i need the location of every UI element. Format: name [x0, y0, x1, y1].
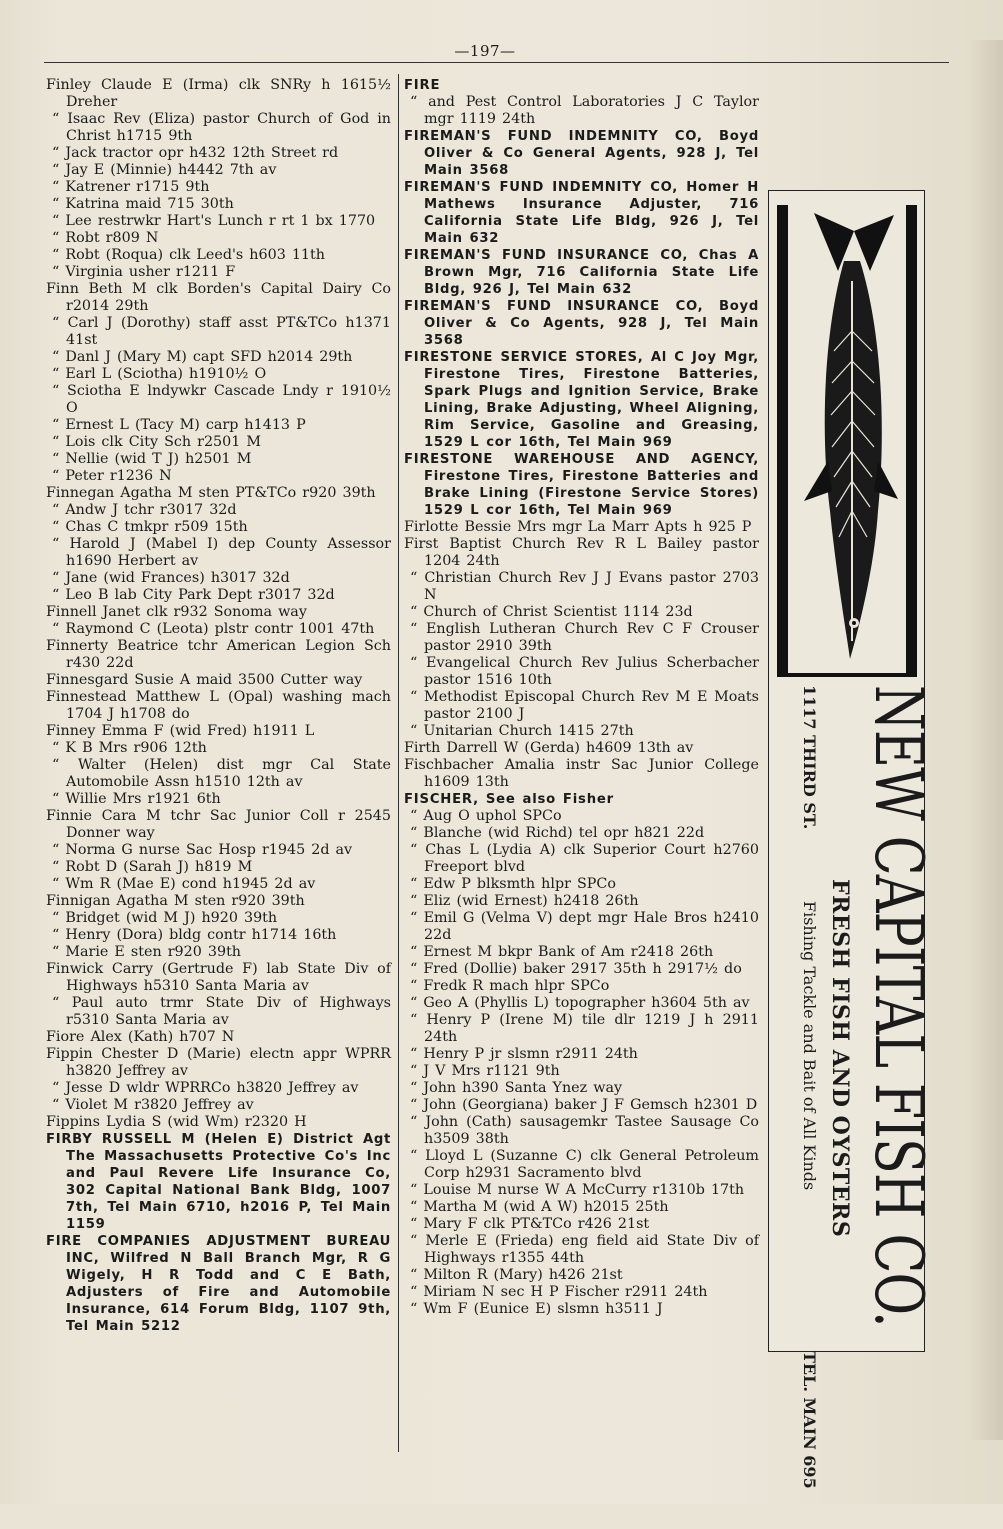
- directory-entry: “ Walter (Helen) dist mgr Cal State Automobile Assn h1510 12th av: [52, 757, 391, 790]
- directory-entry: “ Evangelical Church Rev Julius Scherbacher pastor 1516 10th: [410, 655, 759, 688]
- directory-entry: “ John (Georgiana) baker J F Gemsch h2301 D: [410, 1097, 758, 1113]
- directory-entry: “ Aug O uphol SPCo: [410, 808, 562, 824]
- directory-entry: “ Robt D (Sarah J) h819 M: [52, 859, 253, 875]
- directory-entry: “ Merle E (Frieda) eng field aid State Div of Highways r1355 44th: [410, 1233, 759, 1266]
- directory-entry: “ Katrina maid 715 30th: [52, 196, 234, 212]
- directory-entry: Finley Claude E (Irma) clk SNRy h 1615½ Dreher: [46, 77, 391, 110]
- directory-entry: “ Louise M nurse W A McCurry r1310b 17th: [410, 1182, 745, 1198]
- directory-entry: FIRBY RUSSELL M (Helen E) District Agt The Massachusetts Protective Co's Inc and Paul Revere Life Insurance Co, 302 Capital National Bank Bldg, 1007 7th, Tel Main 6710, h2016 P, Tel Main 1159: [46, 1132, 391, 1232]
- directory-entry: “ Lois clk City Sch r2501 M: [52, 434, 262, 450]
- directory-entry: Finney Emma F (wid Fred) h1911 L: [46, 723, 315, 739]
- directory-entry: “ Lee restrwkr Hart's Lunch r rt 1 bx 1770: [52, 213, 376, 229]
- directory-entry: “ Violet M r3820 Jeffrey av: [52, 1097, 254, 1113]
- directory-entry: “ Harold J (Mabel I) dep County Assessor h1690 Herbert av: [52, 536, 391, 569]
- directory-entry: “ Wm F (Eunice E) slsmn h3511 J: [410, 1301, 663, 1317]
- directory-entry: Finn Beth M clk Borden's Capital Dairy Co r2014 29th: [46, 281, 391, 314]
- page-edge-shadow: [968, 40, 1003, 1440]
- directory-entry: “ Leo B lab City Park Dept r3017 32d: [52, 587, 335, 603]
- directory-entry: “ K B Mrs r906 12th: [52, 740, 207, 756]
- directory-entry: Firth Darrell W (Gerda) h4609 13th av: [404, 740, 694, 756]
- directory-entry: “ Virginia usher r1211 F: [52, 264, 236, 280]
- directory-entry: “ Raymond C (Leota) plstr contr 1001 47th: [52, 621, 375, 637]
- directory-entry: “ Mary F clk PT&TCo r426 21st: [410, 1216, 650, 1232]
- column-divider: [398, 74, 399, 1452]
- directory-entry: FIREMAN'S FUND INSURANCE CO, Chas A Brown Mgr, 716 California State Life Bldg, 926 J, Tel Main 632: [404, 248, 759, 297]
- directory-entry: “ Fredk R mach hlpr SPCo: [410, 978, 610, 994]
- directory-entry: “ Robt r809 N: [52, 230, 159, 246]
- directory-entry: FIREMAN'S FUND INSURANCE CO, Boyd Oliver & Co Agents, 928 J, Tel Main 3568: [404, 299, 759, 348]
- directory-entry: “ Katrener r1715 9th: [52, 179, 210, 195]
- directory-entry: FISCHER, See also Fisher: [404, 792, 614, 807]
- directory-entry: “ Peter r1236 N: [52, 468, 172, 484]
- directory-entry: “ Danl J (Mary M) capt SFD h2014 29th: [52, 349, 353, 365]
- directory-entry: Firlotte Bessie Mrs mgr La Marr Apts h 925 P: [404, 519, 752, 535]
- directory-entry: Fischbacher Amalia instr Sac Junior College h1609 13th: [404, 757, 759, 790]
- directory-entry: “ English Lutheran Church Rev C F Crouser pastor 2910 39th: [410, 621, 759, 654]
- directory-entry: “ Methodist Episcopal Church Rev M E Moats pastor 2100 J: [410, 689, 759, 722]
- directory-entry: “ Andw J tchr r3017 32d: [52, 502, 237, 518]
- directory-entry: “ Isaac Rev (Eliza) pastor Church of God in Christ h1715 9th: [52, 111, 391, 144]
- directory-entry: Fippin Chester D (Marie) electn appr WPRR h3820 Jeffrey av: [46, 1046, 391, 1079]
- header-rule: [44, 62, 949, 63]
- directory-entry: “ Paul auto trmr State Div of Highways r5310 Santa Maria av: [52, 995, 391, 1028]
- directory-entry: “ J V Mrs r1121 9th: [410, 1063, 560, 1079]
- directory-entry: “ Unitarian Church 1415 27th: [410, 723, 634, 739]
- directory-entry: “ Miriam N sec H P Fischer r2911 24th: [410, 1284, 708, 1300]
- directory-entry: “ John (Cath) sausagemkr Tastee Sausage Co h3509 38th: [410, 1114, 759, 1147]
- middle-column: [404, 77, 759, 1318]
- directory-entry: “ Emil G (Velma V) dept mgr Hale Bros h2410 22d: [410, 910, 759, 943]
- directory-entry: FIREMAN'S FUND INDEMNITY CO, Boyd Oliver & Co General Agents, 928 J, Tel Main 3568: [404, 129, 759, 178]
- ad-address: 1117 THIRD ST.: [800, 685, 819, 830]
- directory-entry: Finnigan Agatha M sten r920 39th: [46, 893, 305, 909]
- fish-illustration-panel: [777, 205, 917, 673]
- page-number: —197—: [454, 42, 516, 60]
- advertisement-text-block: [791, 679, 937, 1529]
- directory-entry: “ Henry P (Irene M) tile dlr 1219 J h 2911 24th: [410, 1012, 759, 1045]
- directory-entry: “ Blanche (wid Richd) tel opr h821 22d: [410, 825, 705, 841]
- directory-entry: “ Henry P jr slsmn r2911 24th: [410, 1046, 638, 1062]
- left-column: [46, 77, 391, 1335]
- directory-entry: Fiore Alex (Kath) h707 N: [46, 1029, 235, 1045]
- directory-entry: FIRESTONE WAREHOUSE AND AGENCY, Firestone Tires, Firestone Batteries and Brake Lining (Firestone Service Stores) 1529 L cor 16th, Tel Main 969: [404, 452, 759, 518]
- ad-company-name: NEW CAPITAL FISH CO.: [860, 685, 937, 1327]
- directory-entry: “ Jesse D wldr WPRRCo h3820 Jeffrey av: [52, 1080, 359, 1096]
- directory-entry: Finnesgard Susie A maid 3500 Cutter way: [46, 672, 363, 688]
- directory-entry: “ Robt (Roqua) clk Leed's h603 11th: [52, 247, 325, 263]
- directory-entry: “ Norma G nurse Sac Hosp r1945 2d av: [52, 842, 353, 858]
- directory-entry: “ Jane (wid Frances) h3017 32d: [52, 570, 290, 586]
- directory-entry: “ Nellie (wid T J) h2501 M: [52, 451, 252, 467]
- fish-illustration-icon: [794, 211, 900, 663]
- advertisement-box: [768, 190, 937, 1489]
- directory-entry: “ Geo A (Phyllis L) topographer h3604 5th av: [410, 995, 750, 1011]
- directory-entry: “ Jack tractor opr h432 12th Street rd: [52, 145, 339, 161]
- directory-entry: “ Milton R (Mary) h426 21st: [410, 1267, 623, 1283]
- directory-entry: Finnegan Agatha M sten PT&TCo r920 39th: [46, 485, 376, 501]
- directory-entry: “ Edw P blksmth hlpr SPCo: [410, 876, 616, 892]
- directory-entry: Finnell Janet clk r932 Sonoma way: [46, 604, 307, 620]
- directory-entry: “ Lloyd L (Suzanne C) clk General Petroleum Corp h2931 Sacramento blvd: [410, 1148, 759, 1181]
- directory-entry: “ Bridget (wid M J) h920 39th: [52, 910, 278, 926]
- directory-entry: “ Ernest L (Tacy M) carp h1413 P: [52, 417, 306, 433]
- directory-entry: “ Martha M (wid A W) h2015 25th: [410, 1199, 669, 1215]
- directory-entry: “ Chas C tmkpr r509 15th: [52, 519, 248, 535]
- directory-entry: FIRESTONE SERVICE STORES, Al C Joy Mgr, Firestone Tires, Firestone Batteries, Spark Plugs and Ignition Service, Brake Lining, Brake Adjusting, Wheel Aligning, Rim Service, Gasoline and Greasing, 1529 L cor 16th, Tel Main 969: [404, 350, 759, 450]
- directory-entry: FIRE COMPANIES ADJUSTMENT BUREAU INC, Wilfred N Ball Branch Mgr, R G Wigely, H R Todd and C E Bath, Adjusters of Fire and Automobile Insurance, 614 Forum Bldg, 1107 9th, Tel Main 5212: [46, 1234, 391, 1334]
- directory-entry: “ Willie Mrs r1921 6th: [52, 791, 221, 807]
- directory-entry: “ Sciotha E lndywkr Cascade Lndy r 1910½ O: [52, 383, 391, 416]
- directory-entry: “ Eliz (wid Ernest) h2418 26th: [410, 893, 639, 909]
- directory-entry: “ Henry (Dora) bldg contr h1714 16th: [52, 927, 337, 943]
- directory-entry: “ Jay E (Minnie) h4442 7th av: [52, 162, 277, 178]
- directory-entry: “ Wm R (Mae E) cond h1945 2d av: [52, 876, 316, 892]
- directory-entry: “ Christian Church Rev J J Evans pastor 2703 N: [410, 570, 759, 603]
- directory-entry: “ Church of Christ Scientist 1114 23d: [410, 604, 693, 620]
- directory-entry: “ Ernest M bkpr Bank of Am r2418 26th: [410, 944, 714, 960]
- directory-entry: First Baptist Church Rev R L Bailey pastor 1204 24th: [404, 536, 759, 569]
- directory-entry: FIRE: [404, 78, 441, 93]
- ad-products: Fishing Tackle and Bait of All Kinds: [800, 901, 819, 1191]
- directory-entry: Finwick Carry (Gertrude F) lab State Div of Highways h5310 Santa Maria av: [46, 961, 391, 994]
- directory-entry: “ and Pest Control Laboratories J C Taylor mgr 1119 24th: [410, 94, 759, 127]
- directory-entry: “ Carl J (Dorothy) staff asst PT&TCo h1371 41st: [52, 315, 391, 348]
- directory-entry: Finnerty Beatrice tchr American Legion Sch r430 22d: [46, 638, 391, 671]
- ad-tagline: FRESH FISH AND OYSTERS: [827, 879, 853, 1238]
- directory-entry: “ Fred (Dollie) baker 2917 35th h 2917½ do: [410, 961, 742, 977]
- directory-entry: Finnestead Matthew L (Opal) washing mach 1704 J h1708 do: [46, 689, 391, 722]
- directory-entry: Fippins Lydia S (wid Wm) r2320 H: [46, 1114, 307, 1130]
- ad-telephone: TEL. MAIN 695: [800, 1351, 819, 1489]
- directory-entry: “ Earl L (Sciotha) h1910½ O: [52, 366, 267, 382]
- directory-entry: “ John h390 Santa Ynez way: [410, 1080, 623, 1096]
- directory-entry: “ Chas L (Lydia A) clk Superior Court h2760 Freeport blvd: [410, 842, 759, 875]
- directory-entry: “ Marie E sten r920 39th: [52, 944, 242, 960]
- directory-entry: Finnie Cara M tchr Sac Junior Coll r 2545 Donner way: [46, 808, 391, 841]
- directory-entry: FIREMAN'S FUND INDEMNITY CO, Homer H Mathews Insurance Adjuster, 716 California State Life Bldg, 926 J, Tel Main 632: [404, 180, 759, 246]
